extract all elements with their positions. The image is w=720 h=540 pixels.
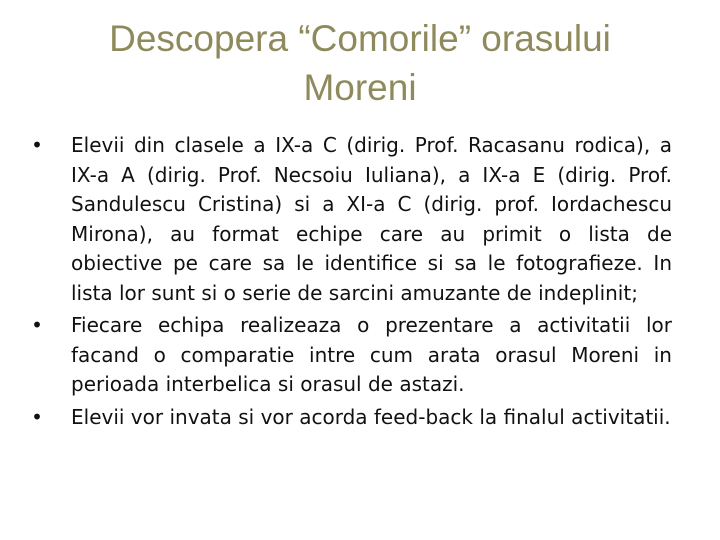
bullet-item — [30, 311, 672, 400]
bullet-item — [30, 131, 672, 308]
bullet-dot-icon: • — [31, 404, 43, 429]
bullet-list — [30, 131, 672, 435]
bullet-item — [30, 403, 672, 433]
slide-title-line-2: Moreni — [303, 67, 417, 108]
bullet-dot-icon: • — [31, 133, 43, 157]
slide-title-line-1: Descopera “Comorile” orasului — [109, 18, 611, 59]
bullet-dot-icon: • — [31, 313, 43, 337]
bullet-text: Elevii din clasele a IX-a C (dirig. Prof. Racasanu rodica), a IX-a A (dirig. Prof. Necsoiu Iuliana), a IX-a E (dirig. Prof. Sandulescu Cristina) si a XI-a C (dirig. prof. Iordachescu Mirona), au format echipe care au primit o lista de obiective pe care sa le identifice si sa le fotografieze. In lista lor sunt si o serie de sarcini amuzante de indeplinit; — [71, 133, 672, 305]
bullet-text: Fiecare echipa realizeaza o prezentare a activitatii lor facand o comparatie intre cum arata orasul Moreni in perioada interbelica si orasul de astazi. — [71, 313, 672, 396]
bullet-text: Elevii vor invata si vor acorda feed-back la finalul activitatii. — [71, 404, 671, 429]
slide-title — [0, 14, 720, 112]
